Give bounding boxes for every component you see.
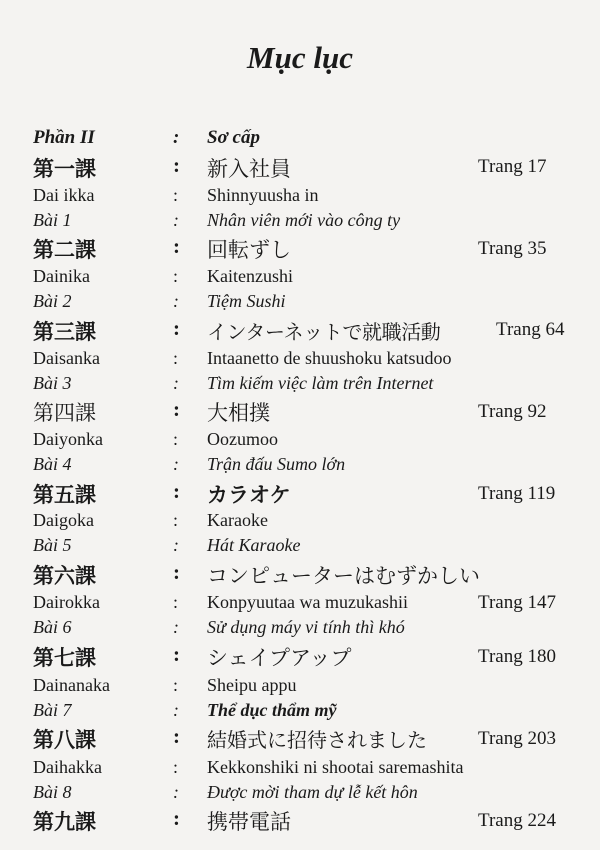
lesson-kanji-row <box>0 397 600 425</box>
lesson-title-romaji: Oozumoo <box>207 429 278 449</box>
separator-colon: : <box>173 210 179 230</box>
lesson-kanji-row <box>0 642 600 670</box>
lesson-kanji-row <box>0 316 600 344</box>
lesson-romaji-row <box>0 429 600 454</box>
lesson-romaji-row <box>0 266 600 291</box>
lesson-title-japanese: カラオケ <box>207 483 291 507</box>
lesson-romaji-row <box>0 510 600 535</box>
page-number: Trang 203 <box>478 728 556 749</box>
separator-colon: : <box>173 479 180 503</box>
lesson-title-romaji: Sheipu appu <box>207 675 297 695</box>
separator-colon: : <box>173 266 179 286</box>
separator-colon: : <box>173 397 180 421</box>
page-title: Mục lục <box>247 40 353 75</box>
lesson-number-romaji: Daigoka <box>33 510 94 530</box>
lesson-romaji-row <box>0 675 600 700</box>
separator-colon: : <box>173 234 180 258</box>
lesson-romaji-row <box>0 348 600 373</box>
lesson-number-romaji: Dai ikka <box>33 185 95 205</box>
lesson-title-vietnamese: Được mời tham dự lễ kết hôn <box>207 782 418 802</box>
separator-colon: : <box>173 153 180 177</box>
separator-colon: : <box>173 373 179 393</box>
lesson-vietnamese-row <box>0 700 600 725</box>
page-number: Trang 224 <box>478 810 556 831</box>
lesson-number-kanji: 第七課 <box>33 646 96 670</box>
lesson-title-vietnamese: Nhân viên mới vào công ty <box>207 210 401 230</box>
lesson-title-vietnamese: Thể dục thẩm mỹ <box>207 700 337 720</box>
lesson-number-kanji: 第九課 <box>33 810 96 834</box>
lesson-title-romaji: Karaoke <box>207 510 268 530</box>
lesson-title-vietnamese: Tìm kiếm việc làm trên Internet <box>207 373 434 393</box>
separator-colon: : <box>173 757 179 777</box>
separator-colon: : <box>173 675 179 695</box>
lesson-kanji-row <box>0 234 600 262</box>
lesson-kanji-row <box>0 479 600 507</box>
lesson-number-kanji: 第八課 <box>33 728 96 752</box>
lesson-number-vietnamese: Bài 3 <box>33 373 72 393</box>
lesson-number-romaji: Dairokka <box>33 592 100 612</box>
separator-colon: : <box>173 429 179 449</box>
separator-colon: : <box>173 127 180 148</box>
page-number: Trang 17 <box>478 156 547 177</box>
lesson-number-kanji: 第三課 <box>33 320 96 344</box>
separator-colon: : <box>173 348 179 368</box>
lesson-title-japanese: 結婚式に招待されました <box>207 730 427 752</box>
lesson-title-romaji: Shinnyuusha in <box>207 185 319 205</box>
lesson-number-romaji: Dainika <box>33 266 90 286</box>
separator-colon: : <box>173 560 180 584</box>
lesson-kanji-row <box>0 724 600 752</box>
lesson-title-romaji: Kaitenzushi <box>207 266 293 286</box>
lesson-title-romaji: Intaanetto de shuushoku katsudoo <box>207 348 452 368</box>
lesson-vietnamese-row <box>0 454 600 479</box>
separator-colon: : <box>173 592 179 612</box>
separator-colon: : <box>173 782 179 802</box>
separator-colon: : <box>173 642 180 666</box>
page-number: Trang 147 <box>478 592 556 613</box>
lesson-number-romaji: Daiyonka <box>33 429 103 449</box>
lesson-number-kanji: 第二課 <box>33 238 96 262</box>
separator-colon: : <box>173 316 180 340</box>
lesson-number-vietnamese: Bài 2 <box>33 291 72 311</box>
separator-colon: : <box>173 454 179 474</box>
lesson-number-vietnamese: Bài 7 <box>33 700 72 720</box>
separator-colon: : <box>173 724 180 748</box>
lesson-number-kanji: 第一課 <box>33 157 96 181</box>
separator-colon: : <box>173 700 179 720</box>
lesson-number-vietnamese: Bài 8 <box>33 782 72 802</box>
lesson-number-romaji: Dainanaka <box>33 675 110 695</box>
separator-colon: : <box>173 510 179 530</box>
lesson-vietnamese-row <box>0 210 600 235</box>
separator-colon: : <box>173 291 179 311</box>
lesson-vietnamese-row <box>0 373 600 398</box>
lesson-number-vietnamese: Bài 5 <box>33 535 72 555</box>
lesson-vietnamese-row <box>0 782 600 807</box>
lesson-number-vietnamese: Bài 1 <box>33 210 72 230</box>
separator-colon: : <box>173 535 179 555</box>
lesson-title-japanese: 携帯電話 <box>207 810 291 834</box>
lesson-vietnamese-row <box>0 291 600 316</box>
separator-colon: : <box>173 806 180 830</box>
lesson-romaji-row <box>0 185 600 210</box>
section-label: Phần II <box>33 127 95 148</box>
lesson-title-japanese: シェイプアップ <box>207 646 352 670</box>
lesson-title-romaji: Kekkonshiki ni shootai saremashita <box>207 757 464 777</box>
page-number: Trang 180 <box>478 646 556 667</box>
lesson-number-kanji: 第六課 <box>33 564 96 588</box>
lesson-kanji-row <box>0 560 600 588</box>
lesson-kanji-row <box>0 153 600 181</box>
page-number: Trang 119 <box>478 483 556 504</box>
page-number: Trang 92 <box>478 401 547 422</box>
lesson-vietnamese-row <box>0 617 600 642</box>
separator-colon: : <box>173 185 179 205</box>
lesson-title-japanese: コンピューターはむずかしい <box>207 564 480 588</box>
lesson-title-vietnamese: Sử dụng máy vi tính thì khó <box>207 617 405 637</box>
separator-colon: : <box>173 617 179 637</box>
lesson-romaji-row <box>0 592 600 617</box>
lesson-number-romaji: Daihakka <box>33 757 102 777</box>
lesson-title-vietnamese: Tiệm Sushi <box>207 291 286 311</box>
lesson-title-japanese: 大相撲 <box>207 401 270 425</box>
lesson-title-japanese: 回転ずし <box>207 238 291 262</box>
page-number: Trang 35 <box>478 238 547 259</box>
lesson-title-vietnamese: Hát Karaoke <box>207 535 301 555</box>
lesson-number-vietnamese: Bài 6 <box>33 617 72 637</box>
lesson-vietnamese-row <box>0 535 600 560</box>
section-header <box>0 127 600 152</box>
section-name: Sơ cấp <box>207 127 260 148</box>
lesson-romaji-row <box>0 757 600 782</box>
lesson-number-vietnamese: Bài 4 <box>33 454 72 474</box>
lesson-number-kanji: 第四課 <box>33 401 96 425</box>
lesson-number-kanji: 第五課 <box>33 483 96 507</box>
lesson-kanji-row <box>0 806 600 834</box>
lesson-title-vietnamese: Trận đấu Sumo lớn <box>207 454 346 474</box>
lesson-number-romaji: Daisanka <box>33 348 100 368</box>
lesson-title-japanese: 新入社員 <box>207 157 291 181</box>
lesson-title-romaji: Konpyuutaa wa muzukashii <box>207 592 408 612</box>
lesson-title-japanese: インターネットで就職活動 <box>207 322 441 344</box>
page-number: Trang 64 <box>496 319 565 340</box>
